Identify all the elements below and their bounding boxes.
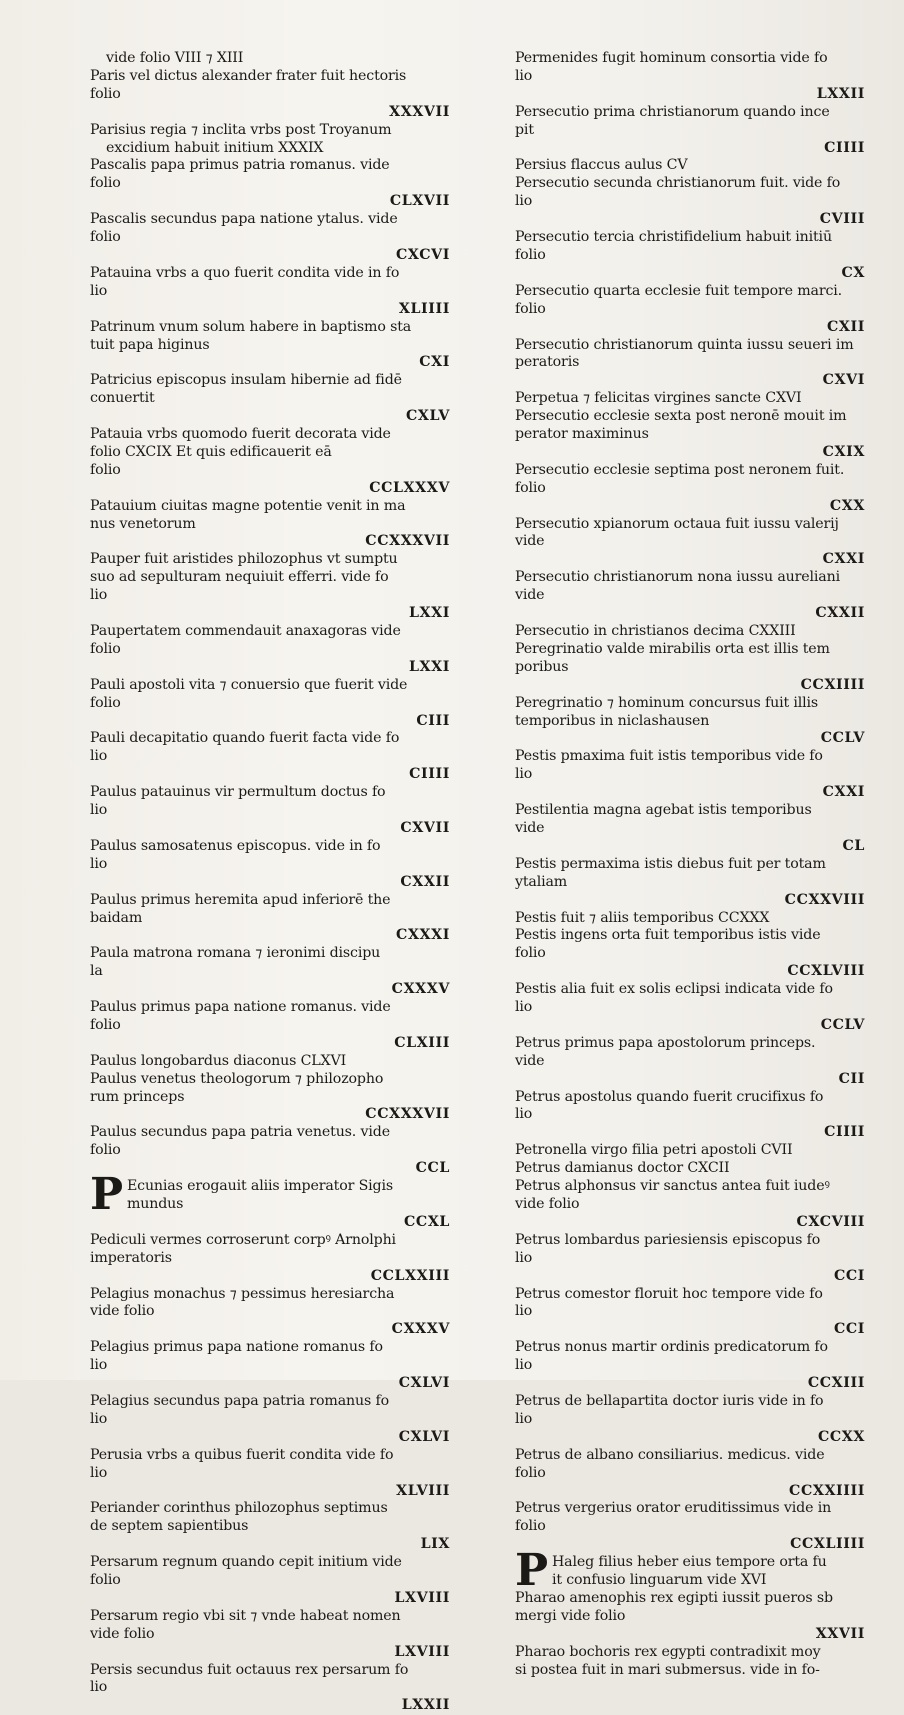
folio-number: CCI	[833, 1321, 865, 1338]
entry-text-line: Persecutio xpianorum octaua fuit iussu valerij	[515, 515, 839, 532]
entry-text-line: peratoris	[515, 354, 580, 371]
folio-number: CXII	[827, 318, 865, 335]
entry-text-line: Pauli decapitatio quando fuerit facta vide fo	[90, 730, 400, 747]
folio-number: CCXIIII	[800, 676, 865, 693]
entry-text-line: temporibus in niclashausen	[515, 712, 710, 729]
index-entry	[515, 856, 865, 910]
index-entry	[90, 122, 450, 158]
entry-text-line: Paulus primus heremita apud inferiorē the	[90, 891, 391, 908]
entry-text-line: imperatoris	[90, 1249, 172, 1266]
entry-text-line: vide	[515, 587, 545, 604]
index-entry	[90, 892, 450, 946]
index-entry	[515, 641, 865, 695]
entry-text-line: lio	[515, 1106, 533, 1123]
folio-number: CCLXXIII	[370, 1267, 450, 1284]
entry-text-line: lio	[90, 1357, 108, 1374]
index-entry	[90, 1071, 450, 1125]
folio-number: CIIII	[824, 139, 865, 156]
folio-number: CXVI	[822, 372, 865, 389]
folio-number: CXLVI	[398, 1375, 450, 1392]
index-entry	[515, 283, 865, 337]
entry-text-line: Peregrinatio ⁊ hominum concursus fuit illis	[515, 694, 819, 711]
entry-text-line: Pediculi vermes corroserunt corpꝰ Arnolphi	[90, 1231, 396, 1248]
entry-text-line: mergi vide folio	[515, 1607, 626, 1624]
entry-text-line: Pestis pmaxima fuit istis temporibus vide fo	[515, 748, 823, 765]
folio-number: LXVIII	[394, 1643, 450, 1660]
folio-number: CXLV	[406, 408, 450, 425]
index-entry	[515, 1232, 865, 1286]
index-entry	[515, 1393, 865, 1447]
index-entry	[515, 1160, 865, 1178]
entry-text-line: Persius flaccus aulus CV	[515, 157, 688, 174]
entry-text-line: Persecutio secunda christianorum fuit. vide fo	[515, 175, 841, 192]
entry-text-line: Persecutio tercia christifidelium habuit initiū	[515, 229, 832, 246]
entry-text-line: perator maximinus	[515, 426, 649, 443]
folio-number: CIIII	[409, 766, 450, 783]
index-entry	[90, 623, 450, 677]
index-entry	[90, 784, 450, 838]
folio-number: LXXII	[816, 85, 865, 102]
entry-text-line: Pestis permaxima istis diebus fuit per totam	[515, 855, 826, 872]
folio-number: XXVII	[815, 1625, 865, 1642]
entry-text-line: Pauper fuit aristides philozophus vt sumptu	[90, 551, 398, 568]
entry-text-line: Pelagius monachus ⁊ pessimus heresiarcha	[90, 1285, 395, 1302]
entry-text-line: folio	[515, 945, 546, 962]
folio-number: CCXL	[404, 1213, 450, 1230]
entry-text-line: Ecunias erogauit aliis imperator Sigis	[126, 1178, 394, 1195]
entry-text-line: lio	[515, 766, 533, 783]
entry-text-line: folio	[515, 300, 546, 317]
index-entry	[515, 462, 865, 516]
folio-number: LXXI	[408, 605, 450, 622]
entry-text-line: folio	[90, 175, 121, 192]
folio-number: CCLXXXV	[369, 479, 450, 496]
index-entry	[90, 677, 450, 731]
index-entry	[90, 426, 450, 498]
index-entry	[515, 1286, 865, 1340]
entry-text-line: Paula matrona romana ⁊ ieronimi discipu	[90, 945, 381, 962]
index-entry	[90, 838, 450, 892]
entry-text-line: lio	[90, 282, 108, 299]
entry-text-line: Permenides fugit hominum consortia vide fo	[515, 50, 828, 66]
entry-text-line: Paulus patauinus vir permultum doctus fo	[90, 784, 386, 801]
index-entry	[90, 999, 450, 1053]
entry-text-line: Periander corinthus philozophus septimus	[90, 1500, 388, 1517]
entry-text-line: Patrinum vnum solum habere in baptismo sta	[90, 318, 412, 335]
folio-number: CLXIII	[394, 1034, 450, 1051]
entry-text-line: poribus	[515, 658, 569, 675]
entry-text-line: Paulus longobardus diaconus CLXVI	[90, 1052, 347, 1069]
entry-text-line: vide folio VIII ⁊ XIII	[106, 50, 244, 66]
entry-text-line: folio	[90, 1572, 121, 1589]
index-entry	[90, 945, 450, 999]
folio-number: CCXLVIII	[787, 963, 865, 980]
folio-number: CX	[841, 264, 865, 281]
folio-number: XXXVII	[389, 103, 450, 120]
folio-number: CCXXXVII	[365, 533, 450, 550]
index-entry	[90, 1554, 450, 1608]
folio-number: XLIIII	[398, 300, 450, 317]
entry-text-line: lio	[90, 1464, 108, 1481]
entry-text-line: folio	[90, 461, 121, 478]
entry-text-line: Paulus secundus papa patria venetus. vide	[90, 1124, 390, 1141]
folio-number: CXXXI	[396, 927, 450, 944]
entry-text-line: Pestilentia magna agebat istis temporibus	[515, 802, 812, 819]
entry-text-line: Pharao amenophis rex egipti iussit pueros sb	[515, 1589, 833, 1606]
entry-text-line: Persarum regio vbi sit ⁊ vnde habeat nomen	[90, 1607, 401, 1624]
index-entry	[90, 50, 450, 68]
entry-text-line: vide	[515, 1052, 545, 1069]
entry-text-line: folio	[515, 1518, 546, 1535]
index-entry	[90, 551, 450, 623]
folio-number: CXVII	[400, 819, 450, 836]
index-entry	[90, 1500, 450, 1554]
folio-number: CXXXV	[391, 1321, 450, 1338]
entry-text-line: Petrus nonus martir ordinis predicatorum fo	[515, 1339, 828, 1356]
entry-text-line: Petrus de bellapartita doctor iuris vide in fo	[515, 1392, 824, 1409]
entry-text-line: Patauina vrbs a quo fuerit condita vide in fo	[90, 264, 400, 281]
index-entry	[90, 1608, 450, 1662]
entry-text-line: Petrus damianus doctor CXCII	[515, 1160, 730, 1177]
folio-number: CCXIII	[807, 1375, 865, 1392]
index-entry	[515, 802, 865, 856]
index-entry	[515, 1644, 865, 1680]
entry-text-line: Petrus lombardus pariesiensis episcopus fo	[515, 1231, 821, 1248]
folio-number: CIII	[416, 712, 450, 729]
entry-text-line: Petrus vergerius orator eruditissimus vide in	[515, 1500, 832, 1517]
entry-text-line: suo ad sepulturam nequiuit efferri. vide fo	[90, 569, 389, 586]
entry-text-line: Persarum regnum quando cepit initium vide	[90, 1554, 402, 1571]
folio-number: CCI	[833, 1267, 865, 1284]
entry-text-line: lio	[90, 1410, 108, 1427]
folio-number: CXXXV	[391, 981, 450, 998]
entry-text-line: folio	[90, 640, 121, 657]
index-entry	[515, 1590, 865, 1644]
entry-text-line: lio	[515, 1249, 533, 1266]
index-entry	[515, 1178, 865, 1232]
index-entry	[515, 569, 865, 623]
entry-text-line: lio	[515, 193, 533, 210]
entry-text-line: nus venetorum	[90, 515, 196, 532]
index-entry	[515, 390, 865, 408]
folio-number: CXI	[419, 354, 450, 371]
entry-text-line: Pestis ingens orta fuit temporibus istis vide	[515, 927, 821, 944]
index-entry	[515, 337, 865, 391]
index-entry	[515, 516, 865, 570]
entry-text-line: folio	[515, 1464, 546, 1481]
entry-text-line: vide folio	[90, 1303, 155, 1320]
index-entry	[90, 157, 450, 211]
entry-text-line: mundus	[126, 1196, 184, 1212]
entry-text-line: Parisius regia ⁊ inclita vrbs post Troyanum	[90, 121, 392, 138]
index-entry	[90, 1662, 450, 1715]
index-entry	[515, 1089, 865, 1143]
index-entry	[90, 211, 450, 265]
index-entry	[90, 1447, 450, 1501]
folio-number: CXXI	[822, 784, 865, 801]
entry-text-line: lio	[90, 748, 108, 765]
folio-number: CXX	[829, 497, 865, 514]
entry-text-line: ytaliam	[515, 873, 568, 890]
folio-number: CCXLIIII	[790, 1536, 865, 1553]
entry-text-line: Petronella virgo filia petri apostoli CVII	[515, 1142, 793, 1159]
entry-text-line: Persis secundus fuit octauus rex persarum fo	[90, 1661, 409, 1678]
decorated-initial: P	[515, 1545, 548, 1597]
index-entry	[90, 1124, 450, 1178]
entry-text-line: Paulus venetus theologorum ⁊ philozopho	[90, 1070, 384, 1087]
index-entry	[90, 319, 450, 373]
entry-text-line: de septem sapientibus	[90, 1518, 249, 1535]
folio-number: CCXXXVII	[365, 1106, 450, 1123]
index-entry	[90, 1053, 450, 1071]
entry-text-line: Patauia vrbs quomodo fuerit decorata vide	[90, 426, 391, 443]
folio-number: CXCVIII	[796, 1213, 865, 1230]
folio-number: CCXXIIII	[789, 1482, 865, 1499]
index-entry	[515, 408, 865, 462]
index-entry	[515, 1035, 865, 1089]
entry-text-line: Pharao bochoris rex egypti contradixit moy	[515, 1643, 821, 1660]
index-entry	[90, 68, 450, 122]
entry-text-line: lio	[515, 1357, 533, 1374]
index-entry	[90, 372, 450, 426]
folio-number: CXXI	[822, 551, 865, 568]
entry-text-line: folio	[90, 85, 121, 102]
entry-text-line: Persecutio in christianos decima CXXIII	[515, 623, 796, 639]
index-entry	[90, 1393, 450, 1447]
entry-text-line: Persecutio quarta ecclesie fuit tempore marci.	[515, 282, 842, 299]
entry-text-line: lio	[515, 999, 533, 1016]
entry-text-line: lio	[515, 1410, 533, 1427]
entry-text-line: Persecutio ecclesie sexta post neronē mouit im	[515, 408, 847, 425]
entry-text-line: folio	[90, 1016, 121, 1033]
entry-text-line: Pelagius secundus papa patria romanus fo	[90, 1392, 389, 1409]
entry-text-line: Petrus apostolus quando fuerit crucifixus fo	[515, 1088, 824, 1105]
entry-text-line: Haleg filius heber eius tempore orta fu	[551, 1554, 827, 1571]
folio-number: LXXI	[408, 658, 450, 675]
entry-text-line: si postea fuit in mari submersus. vide in fo-	[515, 1661, 820, 1678]
folio-number: CXLVI	[398, 1428, 450, 1445]
index-entry	[515, 50, 865, 104]
entry-text-line: pit	[515, 121, 534, 138]
entry-text-line: folio	[90, 1142, 121, 1159]
entry-text-line: Perpetua ⁊ felicitas virgines sancte CXVI	[515, 390, 802, 407]
entry-text-line: Paulus primus papa natione romanus. vide	[90, 999, 391, 1016]
index-entry	[515, 927, 865, 981]
entry-text-line: Pauli apostoli vita ⁊ conuersio que fuerit vide	[90, 676, 408, 693]
entry-text-line: folio	[90, 694, 121, 711]
entry-text-line: Patricius episcopus insulam hibernie ad fidē	[90, 372, 402, 389]
entry-text-line: conuertit	[90, 390, 155, 407]
index-entry	[515, 104, 865, 158]
entry-text-line: vide folio	[515, 1196, 580, 1212]
entry-text-line: Paupertatem commendauit anaxagoras vide	[90, 623, 401, 639]
index-entry	[90, 730, 450, 784]
entry-text-line: folio	[515, 479, 546, 496]
entry-text-line: Petrus comestor floruit hoc tempore vide fo	[515, 1285, 823, 1302]
entry-text-line: vide	[515, 819, 545, 836]
index-column-left	[90, 50, 450, 1715]
entry-text-line: lio	[90, 855, 108, 872]
folio-number: CL	[842, 837, 865, 854]
folio-number: CCLV	[820, 1016, 865, 1033]
entry-text-line: vide	[515, 533, 545, 550]
index-entry	[515, 1500, 865, 1554]
decorated-initial: P	[90, 1169, 123, 1221]
entry-text-line: excidium habuit initium XXXIX	[106, 139, 324, 156]
entry-text-line: Pestis fuit ⁊ aliis temporibus CCXXX	[515, 909, 770, 926]
entry-text-line: vide folio	[90, 1625, 155, 1642]
folio-number: CXIX	[822, 443, 865, 460]
index-entry	[515, 981, 865, 1035]
entry-text-line: rum princeps	[90, 1088, 185, 1105]
index-entry	[90, 1232, 450, 1286]
index-entry	[515, 910, 865, 928]
folio-number: CII	[838, 1070, 865, 1087]
folio-number: CCXX	[818, 1428, 865, 1445]
index-entry	[90, 265, 450, 319]
entry-text-line: it confusio linguarum vide XVI	[551, 1572, 767, 1589]
folio-number: CLXVII	[389, 193, 450, 210]
index-entry	[90, 1339, 450, 1393]
entry-text-line: Petrus alphonsus vir sanctus antea fuit iudeꝰ	[515, 1178, 830, 1195]
folio-number: LXVIII	[394, 1589, 450, 1606]
entry-text-line: Persecutio christianorum nona iussu aureliani	[515, 569, 840, 586]
entry-text-line: folio	[515, 246, 546, 263]
index-entry	[515, 229, 865, 283]
entry-text-line: Persecutio prima christianorum quando ince	[515, 103, 830, 120]
index-entry	[90, 498, 450, 552]
index-entry	[515, 1545, 865, 1597]
entry-text-line: folio	[90, 229, 121, 246]
folio-number: CCLV	[820, 730, 865, 747]
folio-number: LIX	[420, 1536, 450, 1553]
folio-number: CIIII	[824, 1124, 865, 1141]
folio-number: CXCVI	[396, 246, 450, 263]
folio-number: CCL	[415, 1160, 450, 1177]
index-entry	[515, 1339, 865, 1393]
entry-text-line: lio	[515, 1303, 533, 1320]
folio-number: CXXII	[400, 873, 450, 890]
entry-text-line: la	[90, 963, 103, 980]
entry-text-line: Pelagius primus papa natione romanus fo	[90, 1339, 383, 1356]
entry-text-line: Paulus samosatenus episcopus. vide in fo	[90, 837, 381, 854]
index-entry	[515, 695, 865, 749]
index-entry	[515, 175, 865, 229]
folio-number: CXXII	[815, 605, 865, 622]
index-entry	[515, 1447, 865, 1501]
entry-text-line: Pascalis secundus papa natione ytalus. vide	[90, 211, 398, 228]
folio-number: CVIII	[819, 211, 865, 228]
folio-number: XLVIII	[396, 1482, 450, 1499]
folio-number: CCXXVIII	[784, 891, 865, 908]
index-entry	[515, 748, 865, 802]
index-entry	[515, 1142, 865, 1160]
entry-text-line: Paris vel dictus alexander frater fuit hectoris	[90, 67, 407, 84]
folio-number: LXXII	[401, 1697, 450, 1714]
index-entry	[515, 623, 865, 641]
index-entry	[515, 157, 865, 175]
entry-text-line: lio	[90, 1679, 108, 1696]
entry-text-line: Petrus de albano consiliarius. medicus. vide	[515, 1446, 825, 1463]
entry-text-line: Patauium ciuitas magne potentie venit in ma	[90, 497, 406, 514]
entry-text-line: lio	[515, 67, 533, 84]
entry-text-line: Pestis alia fuit ex solis eclipsi indicata vide fo	[515, 981, 833, 998]
index-entry	[90, 1169, 450, 1232]
index-entry	[90, 1286, 450, 1340]
entry-text-line: tuit papa higinus	[90, 336, 210, 353]
entry-text-line: Pascalis papa primus patria romanus. vide	[90, 157, 390, 174]
entry-text-line: Persecutio ecclesie septima post neronem fuit.	[515, 461, 845, 478]
entry-text-line: Peregrinatio valde mirabilis orta est illis tem	[515, 640, 830, 657]
entry-text-line: lio	[90, 802, 108, 819]
entry-text-line: Perusia vrbs a quibus fuerit condita vide fo	[90, 1446, 394, 1463]
entry-text-line: lio	[90, 587, 108, 604]
index-column-right	[515, 50, 865, 1679]
entry-text-line: Persecutio christianorum quinta iussu seueri im	[515, 336, 854, 353]
entry-text-line: baidam	[90, 909, 143, 926]
entry-text-line: folio CXCIX Et quis edificauerit eā	[90, 443, 332, 460]
entry-text-line: Petrus primus papa apostolorum princeps.	[515, 1034, 816, 1051]
